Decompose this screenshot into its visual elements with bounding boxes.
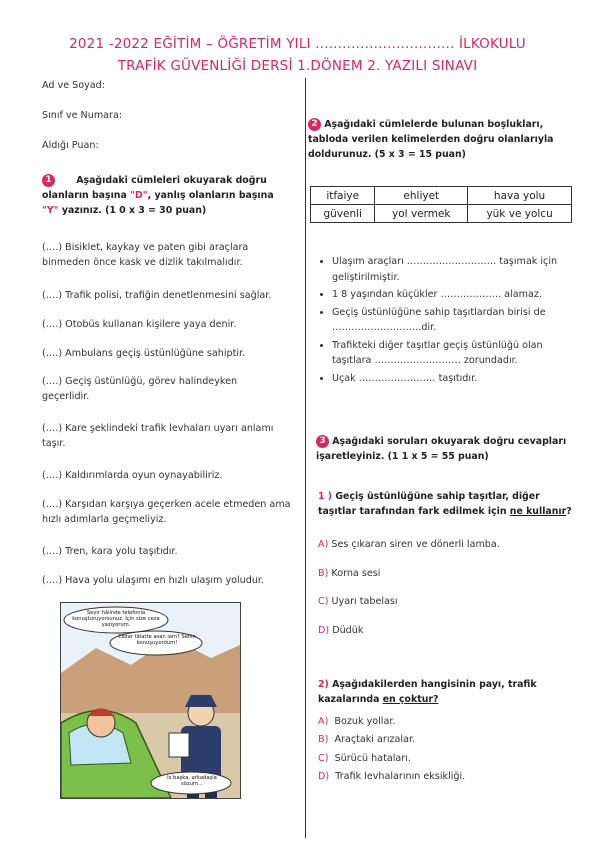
name-label: Ad ve Soyad: <box>42 80 106 91</box>
cartoon-illustration <box>61 603 240 798</box>
sub-question-1: 1 ) Geçiş üstünlüğüne sahip taşıtlar, diğer taşıtlar tarafından fark edilmek için ne kullanır? <box>318 491 572 517</box>
table-cell: ehliyet <box>375 187 468 205</box>
question-1-instruction: 1 Aşağıdaki cümleleri okuyarak doğru olanların başına "D", yanlış olanların başına "Y" yazınız. (1 0 x 3 = 30 puan) <box>42 175 274 216</box>
option-1a: A) Ses çıkaran siren ve dönerli lamba. <box>318 539 500 550</box>
list-item: • 1 8 yaşından küçükler ………………. alamaz. <box>332 287 584 303</box>
list-item: • Ulaşım araçları ………………………. taşımak için geliştirilmiştir. <box>332 254 584 285</box>
question-1-number: 1 <box>42 174 55 187</box>
q1-item: (….) Geçiş üstünlüğü, görev halindeyken geçerlidir. <box>42 376 238 402</box>
speech-bubble-1: Seyir hâlinde telefonla konuşturuyorsunuz. İçin size ceza yazıyorum. <box>72 610 160 628</box>
option-1b: B) Korna sesi <box>318 568 381 579</box>
table-cell: itfaiye <box>311 187 375 205</box>
q1-item: (….) Kare şeklindeki trafik levhaları uyarı anlamı taşır. <box>42 423 274 449</box>
table-cell: yük ve yolcu <box>468 205 572 223</box>
question-2-number: 2 <box>308 118 321 131</box>
q1-item: (….) Hava yolu ulaşımı en hızlı ulaşım yoludur. <box>42 575 265 586</box>
column-divider <box>305 78 306 838</box>
table-cell: yol vermek <box>375 205 468 223</box>
score-label: Aldığı Puan: <box>42 140 99 151</box>
question-3-instruction: 3 Aşağıdaki soruları okuyarak doğru cevapları işaretleyiniz. (1 1 x 5 = 55 puan) <box>316 436 567 462</box>
q1-item: (….) Trafik polisi, trafiğin denetlenmesini sağlar. <box>42 290 272 301</box>
q1-item: (….) Bisiklet, kaykay ve paten gibi araçlara binmeden önce kask ve dizlik takılmalıdır. <box>42 242 249 268</box>
question-2-instruction: 2 Aşağıdaki cümlelerde bulunan boşlukları, tabloda verilen kelimelerden doğru olanlarıyla doldurunuz. (5 x 3 = 15 puan) <box>308 119 554 160</box>
table-cell: hava yolu <box>468 187 572 205</box>
table-row <box>311 187 572 205</box>
sub-question-2: 2) Aşağıdakilerden hangisinin payı, trafik kazalarında en çoktur? <box>318 679 537 705</box>
word-bank-table <box>310 186 572 223</box>
option-2d: D) Trafik levhalarının eksikliği. <box>318 771 466 782</box>
option-1d: D) Düdük <box>318 625 364 636</box>
fill-in-blanks-list <box>318 254 584 388</box>
speech-bubble-2: Cezar tâlatte asan iam? Senin konuşuyordum! <box>118 634 196 646</box>
option-2a: A) Bozuk yollar. <box>318 716 396 727</box>
option-1c: C) Uyarı tabelası <box>318 596 398 607</box>
speech-bubble-3: İs başka, arkadaşla sözum... <box>167 775 217 787</box>
list-item: • Geçiş üstünlüğüne sahip taşıtlardan birisi de ……………………….dir. <box>332 305 584 336</box>
traffic-cartoon <box>60 602 241 799</box>
header-line-1: 2021 -2022 EĞİTİM – ÖĞRETİM YILI ............................... İLKOKULU <box>69 36 526 52</box>
class-label: Sınıf ve Numara: <box>42 110 123 121</box>
q1-item: (….) Karşıdan karşıya geçerken acele etmeden ama hızlı adımlarla geçmeliyiz. <box>42 499 291 525</box>
q1-item: (….) Ambulans geçiş üstünlüğüne sahiptir. <box>42 348 246 359</box>
list-item: • Uçak …………………… taşıtıdır. <box>332 371 584 387</box>
table-cell: güvenli <box>311 205 375 223</box>
q1-item: (….) Otobüs kullanan kişilere yaya denir. <box>42 319 237 330</box>
q1-item: (….) Tren, kara yolu taşıtıdır. <box>42 546 178 557</box>
list-item: • Trafikteki diğer taşıtlar geçiş üstünlüğü olan taşıtlara ……………………… zorundadır. <box>332 338 584 369</box>
option-2b: B) Araçtaki arızalar. <box>318 734 416 745</box>
option-2c: C) Sürücü hataları. <box>318 753 411 764</box>
question-3-number: 3 <box>316 435 329 448</box>
q1-item: (….) Kaldırımlarda oyun oynayabiliriz. <box>42 470 223 481</box>
table-row <box>311 205 572 223</box>
header-line-2: TRAFİK GÜVENLİĞİ DERSİ 1.DÖNEM 2. YAZILI SINAVI <box>117 58 478 74</box>
